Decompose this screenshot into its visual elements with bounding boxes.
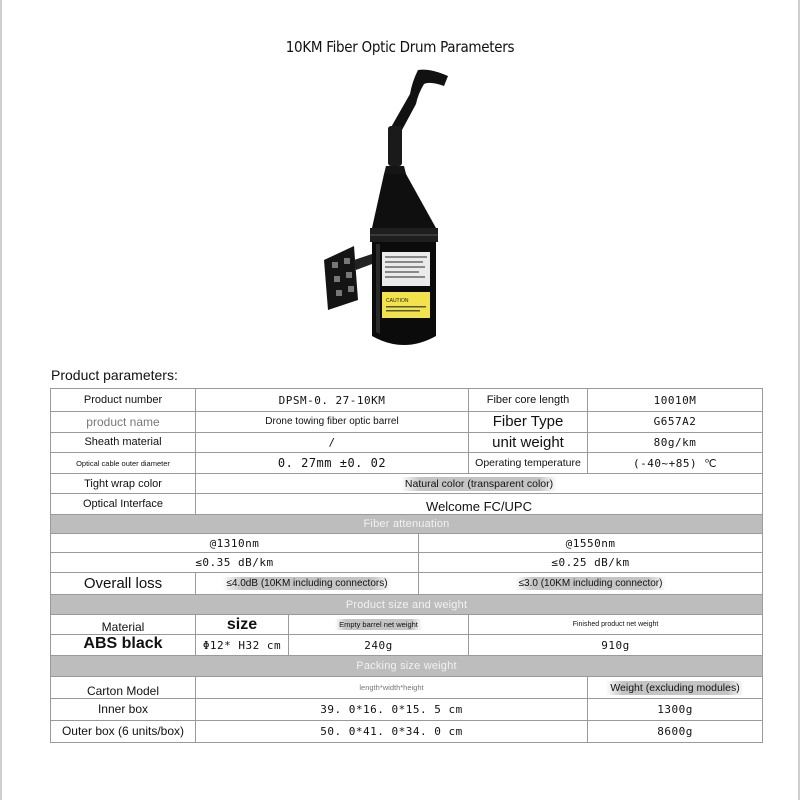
table-row	[51, 412, 763, 432]
product-name-value: Drone towing fiber optic barrel	[196, 412, 469, 432]
inner-box-label: Inner box	[51, 699, 196, 720]
table-row	[51, 594, 763, 614]
sheath-material-value: /	[196, 432, 469, 452]
table-row	[51, 534, 763, 553]
tight-wrap-color-value: Natural color (transparent color)	[401, 477, 557, 491]
overall-loss-label: Overall loss	[51, 572, 196, 594]
inner-box-dimensions: 39. 0*16. 0*15. 5 cm	[196, 699, 588, 720]
page-title: 10KM Fiber Optic Drum Parameters	[285, 38, 515, 56]
fiber-optic-drum-illustration	[318, 64, 448, 354]
fiber-attenuation-header: Fiber attenuation	[51, 514, 763, 533]
operating-temperature-label: Operating temperature	[469, 452, 588, 473]
table-row	[51, 572, 763, 594]
table-row	[51, 553, 763, 572]
attenuation-1550: ≤0.25 dB/km	[419, 553, 763, 572]
cable-diameter-value: 0. 27mm ±0. 02	[196, 452, 469, 473]
finished-product-weight-value: 910g	[469, 635, 763, 655]
material-label: Material	[51, 615, 196, 635]
optical-interface-value: Welcome FC/UPC	[426, 498, 532, 514]
overall-loss-1310: ≤4.0dB (10KM including connectors)	[222, 577, 391, 590]
size-value: Φ12* H32 cm	[196, 635, 289, 655]
table-row	[51, 677, 763, 699]
parameter-table	[50, 388, 763, 743]
packing-size-weight-header: Packing size weight	[51, 655, 763, 676]
carton-model-label: Carton Model	[51, 677, 196, 699]
section-heading: Product parameters:	[51, 367, 178, 383]
wavelength-1310: @1310nm	[51, 534, 419, 553]
operating-temperature-value: (-40~+85) ℃	[588, 452, 763, 473]
fiber-core-length-label: Fiber core length	[469, 389, 588, 412]
cable-diameter-label: Optical cable outer diameter	[51, 452, 196, 473]
overall-loss-1550: ≤3.0 (10KM including connector)	[515, 577, 667, 590]
product-number-label: Product number	[51, 389, 196, 412]
wavelength-1550: @1550nm	[419, 534, 763, 553]
product-number-value: DPSM-0. 27-10KM	[196, 389, 469, 412]
weight-excluding-modules-label: Weight (excluding modules)	[606, 681, 743, 695]
svg-text:CAUTION: CAUTION	[386, 298, 409, 304]
table-row	[51, 699, 763, 720]
finished-product-weight-label: Finished product net weight	[572, 620, 659, 628]
outer-box-weight: 8600g	[588, 720, 763, 742]
outer-box-dimensions: 50. 0*41. 0*34. 0 cm	[196, 720, 588, 742]
table-row	[51, 720, 763, 742]
table-row	[51, 389, 763, 412]
dimensions-label: length*width*height	[196, 677, 588, 699]
table-row	[51, 615, 763, 635]
unit-weight-label: unit weight	[469, 432, 588, 452]
material-value: ABS black	[51, 635, 196, 655]
sheath-material-label: Sheath material	[51, 432, 196, 452]
optical-interface-label: Optical Interface	[51, 494, 196, 514]
empty-barrel-weight-value: 240g	[289, 635, 469, 655]
attenuation-1310: ≤0.35 dB/km	[51, 553, 419, 572]
table-row	[51, 655, 763, 676]
page-border-left	[0, 0, 2, 800]
table-row	[51, 474, 763, 494]
outer-box-label: Outer box (6 units/box)	[51, 720, 196, 742]
fiber-type-value: G657A2	[588, 412, 763, 432]
table-row	[51, 635, 763, 655]
product-name-label: product name	[51, 412, 196, 432]
fiber-type-label: Fiber Type	[469, 412, 588, 432]
size-label: size	[196, 615, 289, 635]
table-row	[51, 432, 763, 452]
fiber-core-length-value: 10010M	[588, 389, 763, 412]
empty-barrel-weight-label: Empty barrel net weight	[335, 619, 422, 630]
table-row	[51, 514, 763, 533]
unit-weight-value: 80g/km	[588, 432, 763, 452]
tight-wrap-color-label: Tight wrap color	[51, 474, 196, 494]
inner-box-weight: 1300g	[588, 699, 763, 720]
table-row	[51, 452, 763, 473]
product-size-weight-header: Product size and weight	[51, 594, 763, 614]
table-row	[51, 494, 763, 514]
